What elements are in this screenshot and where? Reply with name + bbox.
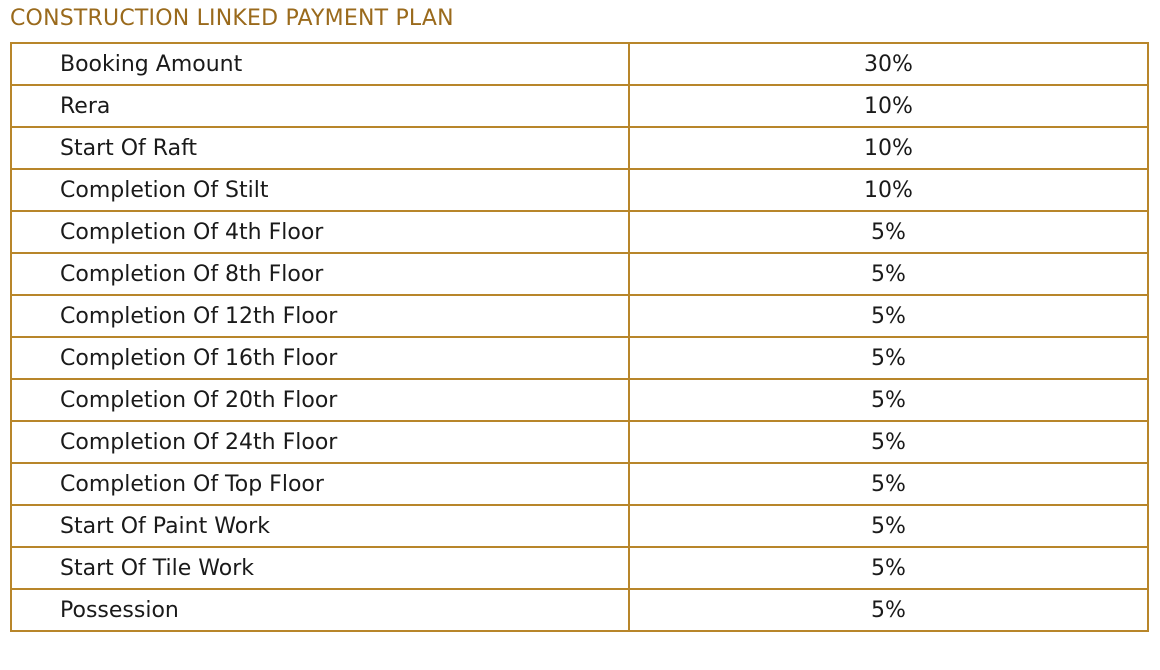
payment-percent: 5% (629, 589, 1148, 631)
payment-plan-table (10, 42, 1149, 632)
payment-percent: 10% (629, 85, 1148, 127)
payment-stage: Completion Of 16th Floor (11, 337, 629, 379)
table-row (11, 85, 1148, 127)
payment-percent: 10% (629, 169, 1148, 211)
payment-stage: Start Of Paint Work (11, 505, 629, 547)
payment-percent: 5% (629, 421, 1148, 463)
table-row (11, 379, 1148, 421)
payment-percent: 5% (629, 337, 1148, 379)
payment-stage: Completion Of 8th Floor (11, 253, 629, 295)
payment-stage: Start Of Tile Work (11, 547, 629, 589)
payment-percent: 30% (629, 43, 1148, 85)
payment-stage: Booking Amount (11, 43, 629, 85)
payment-stage: Start Of Raft (11, 127, 629, 169)
payment-stage: Completion Of 4th Floor (11, 211, 629, 253)
payment-stage: Completion Of Top Floor (11, 463, 629, 505)
payment-stage: Completion Of 12th Floor (11, 295, 629, 337)
payment-stage: Completion Of Stilt (11, 169, 629, 211)
table-row (11, 463, 1148, 505)
payment-percent: 5% (629, 211, 1148, 253)
page-title: CONSTRUCTION LINKED PAYMENT PLAN (10, 6, 454, 31)
payment-percent: 10% (629, 127, 1148, 169)
table-row (11, 505, 1148, 547)
table-row (11, 169, 1148, 211)
payment-stage: Completion Of 24th Floor (11, 421, 629, 463)
payment-percent: 5% (629, 547, 1148, 589)
table-row (11, 211, 1148, 253)
table-row (11, 547, 1148, 589)
payment-plan-body (11, 43, 1148, 631)
payment-percent: 5% (629, 295, 1148, 337)
table-row (11, 43, 1148, 85)
table-row (11, 127, 1148, 169)
payment-stage: Possession (11, 589, 629, 631)
payment-stage: Completion Of 20th Floor (11, 379, 629, 421)
table-row (11, 589, 1148, 631)
payment-percent: 5% (629, 505, 1148, 547)
payment-percent: 5% (629, 379, 1148, 421)
table-row (11, 421, 1148, 463)
table-row (11, 253, 1148, 295)
payment-percent: 5% (629, 463, 1148, 505)
table-row (11, 337, 1148, 379)
payment-stage: Rera (11, 85, 629, 127)
table-row (11, 295, 1148, 337)
payment-percent: 5% (629, 253, 1148, 295)
